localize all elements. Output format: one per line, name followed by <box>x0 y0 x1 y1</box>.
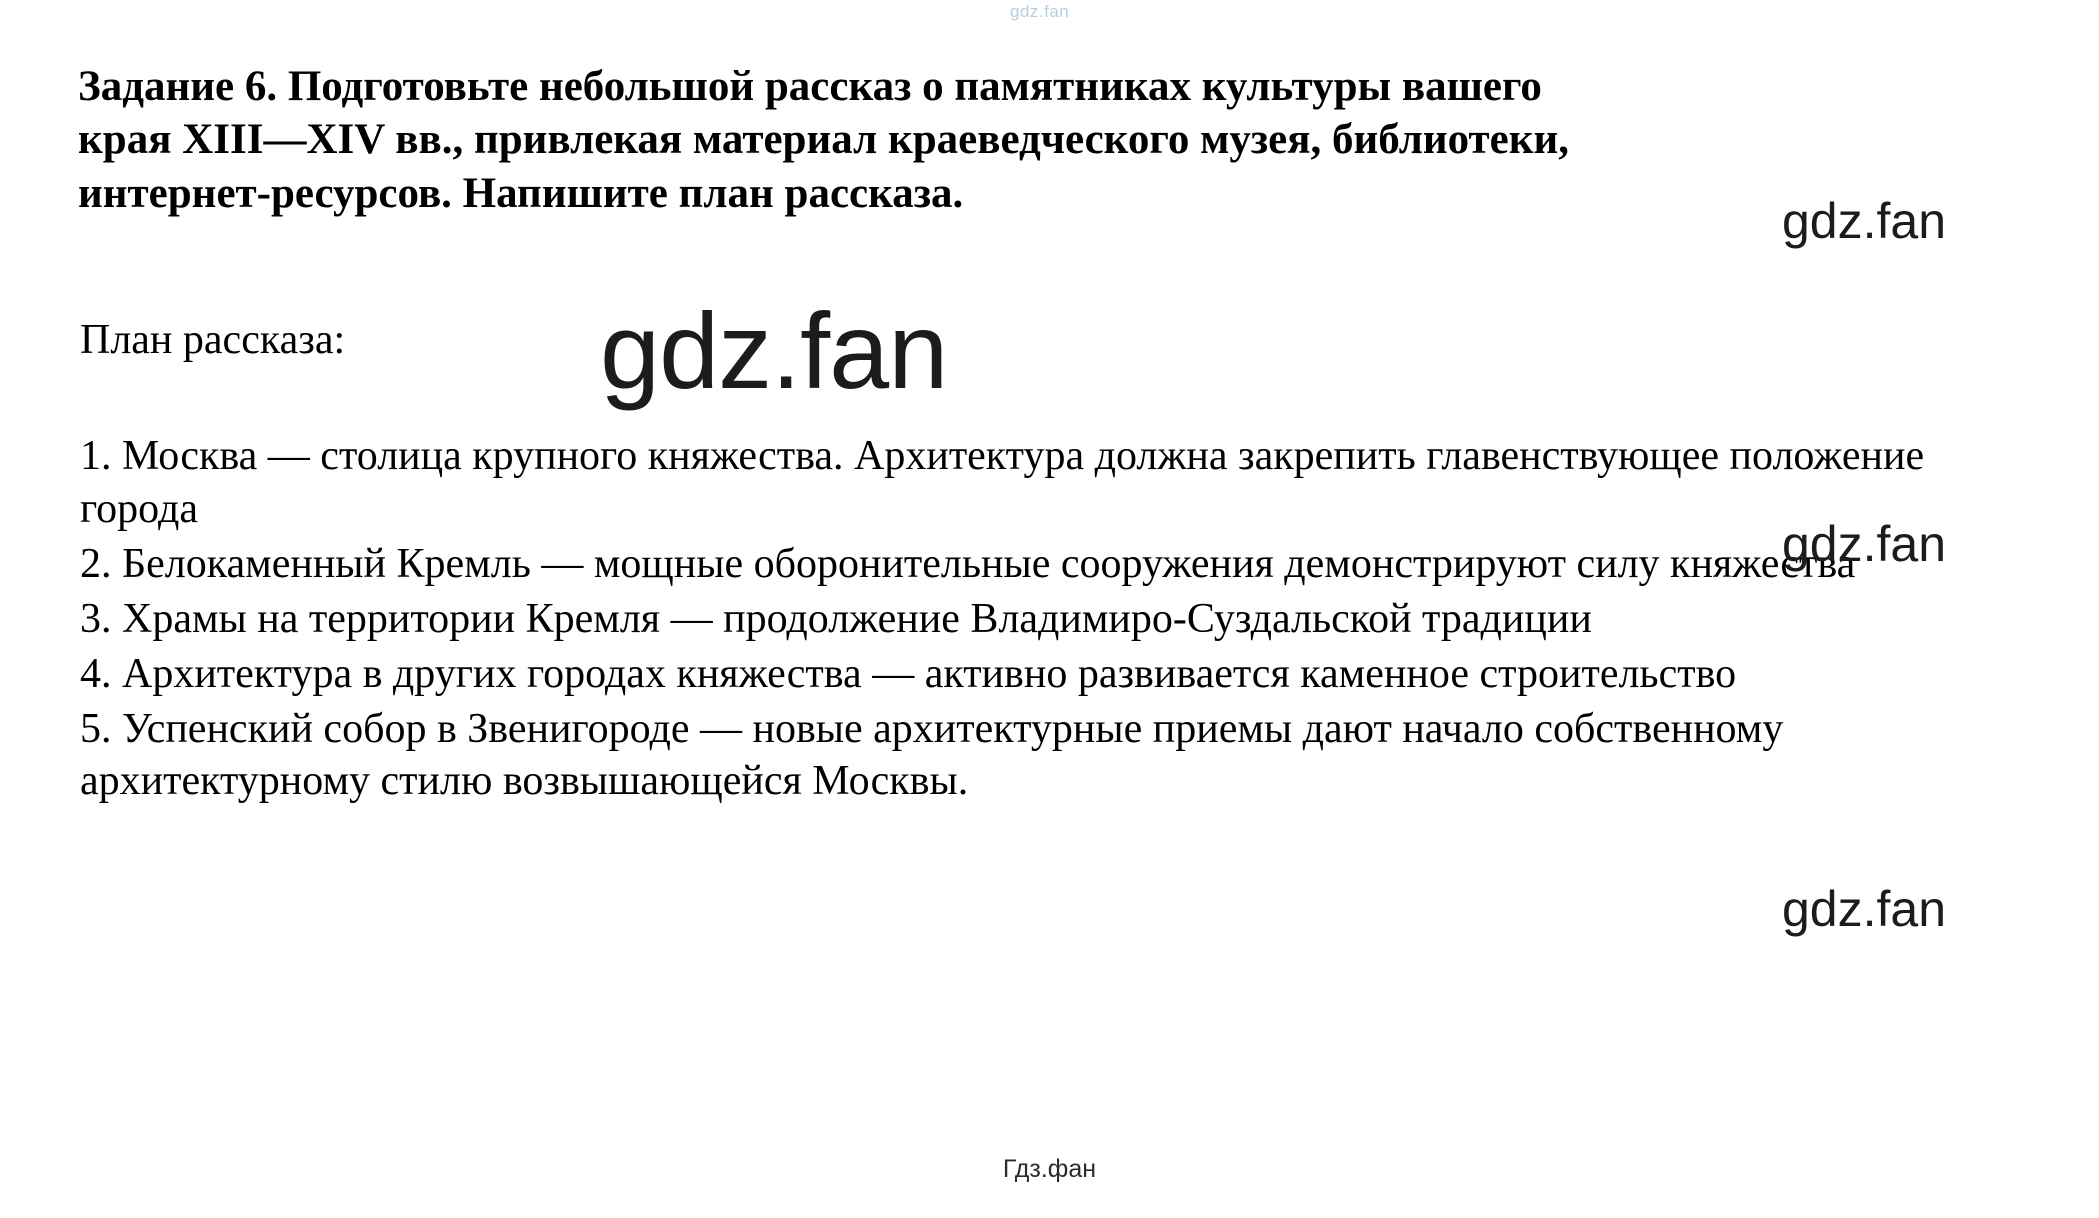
plan-label: План рассказа: <box>80 317 346 363</box>
task-heading: Задание 6. Подготовьте небольшой рассказ о памятниках культуры вашего края XIII—XIV вв., привлекая материал краеведческого музея, библиотеки, интернет-ресурсов. Напишите план рассказа. <box>78 63 1570 217</box>
plan-item: 3. Храмы на территории Кремля — продолжение Владимиро-Суздальской традиции <box>80 595 1592 642</box>
watermark-center: gdz.fan <box>600 290 948 411</box>
watermark-tiny-top: gdz.fan <box>1010 2 1070 21</box>
plan-item: 4. Архитектура в других городах княжества — активно развивается каменное строительство <box>80 650 1737 697</box>
plan-item: 5. Успенский собор в Звенигороде — новые архитектурные приемы дают начало собственному архитектурному стилю возвышающейся Москвы. <box>80 705 1784 805</box>
watermark-right-middle: gdz.fan <box>1782 516 1947 572</box>
watermark-right-bottom: gdz.fan <box>1782 881 1947 937</box>
watermark-right-top: gdz.fan <box>1782 193 1947 249</box>
plan-item: 2. Белокаменный Кремль — мощные оборонительные сооружения демонстрируют силу княжества <box>80 540 1856 587</box>
page-footer: Гдз.фан <box>1002 1155 1097 1183</box>
plan-list <box>80 430 2010 810</box>
plan-item: 1. Москва — столица крупного княжества. Архитектура должна закрепить главенствующее положение города <box>80 433 1925 532</box>
